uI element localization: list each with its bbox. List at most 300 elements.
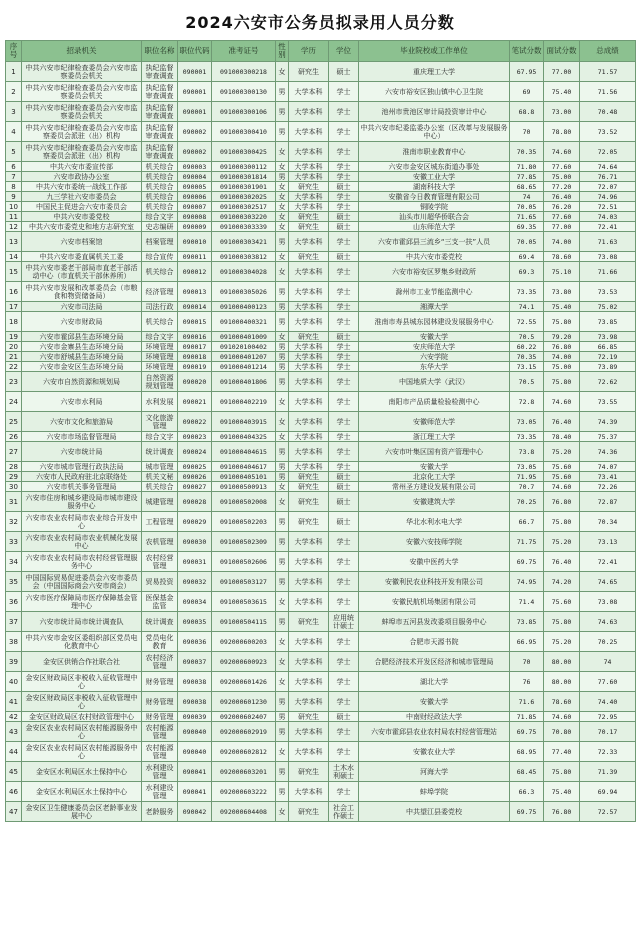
table-row — [6, 222, 636, 232]
cell-position: 执纪监督审查调查 — [142, 82, 178, 102]
cell-exam: 091000502606 — [212, 552, 276, 572]
cell-sex: 男 — [276, 472, 289, 482]
cell-degree: 学士 — [329, 262, 359, 282]
cell-unit: 六安市城市管理行政执法局 — [22, 462, 142, 472]
cell-unit: 金安区供销合作社联合社 — [22, 652, 142, 672]
cell-school: 安徽民航机场集团有限公司 — [359, 592, 510, 612]
cell-code: 090001 — [178, 82, 212, 102]
cell-position: 机关综合 — [142, 482, 178, 492]
cell-unit: 中共六安市委宣传部 — [22, 162, 142, 172]
cell-sex: 女 — [276, 432, 289, 442]
cell-edu: 大学本科 — [289, 742, 329, 762]
cell-exam: 092000603201 — [212, 762, 276, 782]
cell-interview: 75.20 — [544, 532, 580, 552]
cell-edu: 大学本科 — [289, 572, 329, 592]
cell-degree: 学士 — [329, 692, 359, 712]
cell-code: 090002 — [178, 142, 212, 162]
header-degree: 学位 — [329, 41, 359, 62]
cell-no: 22 — [6, 362, 22, 372]
cell-unit: 六安市农业农村局市农业机械化发展中心 — [22, 532, 142, 552]
cell-sex: 女 — [276, 142, 289, 162]
cell-no: 44 — [6, 742, 22, 762]
cell-written: 68.8 — [510, 102, 544, 122]
table-row — [6, 342, 636, 352]
cell-interview: 75.60 — [544, 472, 580, 482]
cell-written: 73.35 — [510, 432, 544, 442]
cell-written: 68.95 — [510, 742, 544, 762]
cell-code: 090034 — [178, 592, 212, 612]
cell-code: 090013 — [178, 282, 212, 302]
cell-written: 70.05 — [510, 202, 544, 212]
header-code: 职位代码 — [178, 41, 212, 62]
cell-total: 72.07 — [580, 182, 636, 192]
cell-degree: 硕士 — [329, 332, 359, 342]
cell-sex: 男 — [276, 462, 289, 472]
cell-exam: 091000303339 — [212, 222, 276, 232]
cell-unit: 六安市市场监督管理局 — [22, 432, 142, 442]
cell-school: 安徽大学 — [359, 462, 510, 472]
cell-written: 70.35 — [510, 352, 544, 362]
cell-unit: 金安区农业农村局区农村能源服务中心 — [22, 722, 142, 742]
cell-interview: 75.40 — [544, 82, 580, 102]
cell-written: 72.8 — [510, 392, 544, 412]
cell-no: 34 — [6, 552, 22, 572]
cell-no: 35 — [6, 572, 22, 592]
cell-written: 71.65 — [510, 212, 544, 222]
cell-written: 77.85 — [510, 172, 544, 182]
cell-exam: 091000502309 — [212, 532, 276, 552]
cell-school: 中南财经政法大学 — [359, 712, 510, 722]
cell-edu: 大学本科 — [289, 672, 329, 692]
cell-no: 12 — [6, 222, 22, 232]
cell-sex: 男 — [276, 172, 289, 182]
cell-degree: 学士 — [329, 722, 359, 742]
cell-interview: 73.00 — [544, 102, 580, 122]
cell-no: 14 — [6, 252, 22, 262]
table-row — [6, 312, 636, 332]
cell-code: 090032 — [178, 572, 212, 592]
cell-edu: 大学本科 — [289, 552, 329, 572]
cell-position: 统计调查 — [142, 612, 178, 632]
cell-unit: 金安区卫生健康委员会区老龄事业发展中心 — [22, 802, 142, 822]
cell-unit: 中共六安市金安区委组织部区党员电化教育中心 — [22, 632, 142, 652]
cell-interview: 76.40 — [544, 412, 580, 432]
cell-interview: 75.40 — [544, 782, 580, 802]
cell-position: 综合宣传 — [142, 252, 178, 262]
cell-exam: 091000401806 — [212, 372, 276, 392]
cell-edu: 研究生 — [289, 712, 329, 722]
cell-degree: 学士 — [329, 342, 359, 352]
cell-edu: 大学本科 — [289, 462, 329, 472]
cell-written: 73.05 — [510, 462, 544, 472]
cell-degree: 学士 — [329, 362, 359, 372]
cell-no: 27 — [6, 442, 22, 462]
cell-exam: 092000603222 — [212, 782, 276, 802]
cell-total: 77.60 — [580, 672, 636, 692]
cell-code: 090001 — [178, 102, 212, 122]
cell-total: 72.51 — [580, 202, 636, 212]
cell-interview: 80.00 — [544, 672, 580, 692]
table-row — [6, 652, 636, 672]
cell-edu: 研究生 — [289, 252, 329, 262]
cell-interview: 75.80 — [544, 372, 580, 392]
table-row — [6, 172, 636, 182]
cell-exam: 091000504115 — [212, 612, 276, 632]
cell-code: 090037 — [178, 652, 212, 672]
cell-exam: 091000302025 — [212, 192, 276, 202]
cell-no: 33 — [6, 532, 22, 552]
cell-position: 水利发展 — [142, 392, 178, 412]
cell-written: 69.3 — [510, 262, 544, 282]
cell-degree: 学士 — [329, 442, 359, 462]
cell-edu: 大学本科 — [289, 282, 329, 302]
cell-interview: 75.00 — [544, 172, 580, 182]
cell-written: 73.05 — [510, 412, 544, 432]
cell-total: 72.26 — [580, 482, 636, 492]
table-row — [6, 692, 636, 712]
table-row — [6, 232, 636, 252]
cell-interview: 77.60 — [544, 162, 580, 172]
cell-school: 安徽六安技师学院 — [359, 532, 510, 552]
cell-code: 090035 — [178, 612, 212, 632]
table-row — [6, 302, 636, 312]
cell-degree: 硕士 — [329, 62, 359, 82]
page-title: 2024六安市公务员拟录用人员分数 — [185, 13, 455, 32]
cell-total: 73.13 — [580, 532, 636, 552]
cell-interview: 77.60 — [544, 212, 580, 222]
cell-code: 090015 — [178, 312, 212, 332]
cell-school: 池州市贵池区审计局投资审计中心 — [359, 102, 510, 122]
cell-degree: 学士 — [329, 592, 359, 612]
cell-school: 安徽工业大学 — [359, 172, 510, 182]
cell-exam: 091000502008 — [212, 492, 276, 512]
cell-written: 71.6 — [510, 692, 544, 712]
cell-written: 72.55 — [510, 312, 544, 332]
cell-written: 70 — [510, 122, 544, 142]
cell-edu: 大学本科 — [289, 202, 329, 212]
cell-unit: 六安市文化和旅游局 — [22, 412, 142, 432]
cell-sex: 女 — [276, 192, 289, 202]
cell-degree: 社会工作硕士 — [329, 802, 359, 822]
cell-interview: 75.40 — [544, 302, 580, 312]
cell-no: 11 — [6, 212, 22, 222]
cell-position: 环境管理 — [142, 362, 178, 372]
cell-code: 090024 — [178, 442, 212, 462]
cell-edu: 研究生 — [289, 182, 329, 192]
table-row — [6, 182, 636, 192]
cell-school: 汕头市川超华侨联合会 — [359, 212, 510, 222]
cell-interview: 80.00 — [544, 652, 580, 672]
table-row — [6, 782, 636, 802]
cell-degree: 学士 — [329, 352, 359, 362]
cell-exam: 091000500913 — [212, 482, 276, 492]
cell-no: 5 — [6, 142, 22, 162]
cell-school: 六安市叶集区国有资产管理中心 — [359, 442, 510, 462]
cell-unit: 六安市档案馆 — [22, 232, 142, 252]
cell-unit: 六安市自然资源和规划局 — [22, 372, 142, 392]
cell-unit: 金安区水利局区水土保持中心 — [22, 762, 142, 782]
cell-position: 机关综合 — [142, 312, 178, 332]
cell-interview: 76.80 — [544, 492, 580, 512]
cell-sex: 男 — [276, 532, 289, 552]
cell-school: 安徽建筑大学 — [359, 492, 510, 512]
cell-school: 安徽中医药大学 — [359, 552, 510, 572]
cell-school: 六安学院 — [359, 352, 510, 362]
cell-position: 贸易投资 — [142, 572, 178, 592]
cell-degree: 学士 — [329, 572, 359, 592]
cell-sex: 男 — [276, 762, 289, 782]
table-row — [6, 82, 636, 102]
cell-edu: 大学本科 — [289, 262, 329, 282]
cell-total: 72.33 — [580, 742, 636, 762]
cell-position: 综合文字 — [142, 212, 178, 222]
cell-no: 16 — [6, 282, 22, 302]
cell-position: 城建管理 — [142, 492, 178, 512]
cell-position: 老龄服务 — [142, 802, 178, 822]
cell-no: 13 — [6, 232, 22, 252]
table-row — [6, 672, 636, 692]
table-row — [6, 282, 636, 302]
table-row — [6, 462, 636, 472]
cell-sex: 女 — [276, 802, 289, 822]
cell-total: 74.39 — [580, 412, 636, 432]
cell-school: 滁州市工业节能监测中心 — [359, 282, 510, 302]
cell-written: 70.5 — [510, 332, 544, 342]
cell-degree: 土木水利硕士 — [329, 762, 359, 782]
cell-no: 10 — [6, 202, 22, 212]
cell-interview: 76.40 — [544, 552, 580, 572]
table-row — [6, 262, 636, 282]
cell-total: 73.41 — [580, 472, 636, 482]
cell-exam: 091000300425 — [212, 142, 276, 162]
cell-edu: 大学本科 — [289, 632, 329, 652]
table-row — [6, 202, 636, 212]
cell-degree: 硕士 — [329, 492, 359, 512]
cell-interview: 70.80 — [544, 722, 580, 742]
cell-exam: 092000601426 — [212, 672, 276, 692]
cell-edu: 大学本科 — [289, 162, 329, 172]
cell-code: 090023 — [178, 432, 212, 442]
cell-edu: 大学本科 — [289, 362, 329, 372]
cell-sex: 女 — [276, 592, 289, 612]
cell-total: 72.19 — [580, 352, 636, 362]
cell-unit: 金安区财政局区农村财政管理中心 — [22, 712, 142, 722]
cell-exam: 091000502203 — [212, 512, 276, 532]
cell-written: 68.45 — [510, 762, 544, 782]
cell-no: 43 — [6, 722, 22, 742]
cell-total: 75.37 — [580, 432, 636, 442]
table-row — [6, 552, 636, 572]
cell-sex: 男 — [276, 712, 289, 722]
cell-code: 090025 — [178, 462, 212, 472]
cell-school: 重庆理工大学 — [359, 62, 510, 82]
cell-degree: 学士 — [329, 282, 359, 302]
cell-written: 67.95 — [510, 62, 544, 82]
cell-unit: 六安市统计局市统计调查队 — [22, 612, 142, 632]
cell-code: 090014 — [178, 302, 212, 312]
cell-code: 090012 — [178, 262, 212, 282]
table-body — [6, 62, 636, 822]
cell-written: 69 — [510, 82, 544, 102]
cell-position: 机关综合 — [142, 182, 178, 192]
cell-sex: 女 — [276, 672, 289, 692]
cell-school: 中国地质大学（武汉） — [359, 372, 510, 392]
cell-total: 74 — [580, 652, 636, 672]
cell-position: 机关综合 — [142, 202, 178, 212]
cell-school: 淮南市寿县城东园林建设发展服务中心 — [359, 312, 510, 332]
cell-interview: 79.20 — [544, 332, 580, 342]
cell-exam: 091000404615 — [212, 442, 276, 462]
table-row — [6, 572, 636, 592]
cell-interview: 75.00 — [544, 362, 580, 372]
cell-degree: 硕士 — [329, 252, 359, 262]
cell-interview: 75.10 — [544, 262, 580, 282]
cell-total: 74.07 — [580, 462, 636, 472]
cell-written: 69.4 — [510, 252, 544, 262]
cell-interview: 75.60 — [544, 462, 580, 472]
cell-total: 70.48 — [580, 102, 636, 122]
cell-school: 六安市霍邱县三流乡“三支一扶”人员 — [359, 232, 510, 252]
cell-degree: 学士 — [329, 122, 359, 142]
cell-school: 华北水利水电大学 — [359, 512, 510, 532]
cell-school: 湖南科技大学 — [359, 182, 510, 192]
cell-school: 六安市金安区城东街道办事处 — [359, 162, 510, 172]
cell-unit: 中共六安市委统一战线工作部 — [22, 182, 142, 192]
cell-code: 090040 — [178, 722, 212, 742]
cell-school: 安徽师范大学 — [359, 412, 510, 432]
cell-code: 090026 — [178, 472, 212, 482]
cell-sex: 男 — [276, 372, 289, 392]
cell-unit: 九三学社六安市委员会 — [22, 192, 142, 202]
cell-unit: 中共六安市委直属机关工委 — [22, 252, 142, 262]
cell-edu: 大学本科 — [289, 722, 329, 742]
cell-no: 42 — [6, 712, 22, 722]
cell-total: 74.40 — [580, 692, 636, 712]
cell-degree: 学士 — [329, 202, 359, 212]
cell-edu: 研究生 — [289, 482, 329, 492]
cell-written: 73.85 — [510, 612, 544, 632]
cell-no: 7 — [6, 172, 22, 182]
table-row — [6, 62, 636, 82]
cell-code: 090022 — [178, 412, 212, 432]
cell-edu: 大学本科 — [289, 372, 329, 392]
cell-no: 39 — [6, 652, 22, 672]
cell-position: 经济管理 — [142, 282, 178, 302]
cell-sex: 男 — [276, 232, 289, 252]
cell-position: 农村经营管理 — [142, 552, 178, 572]
cell-school: 山东师范大学 — [359, 222, 510, 232]
cell-code: 090038 — [178, 692, 212, 712]
cell-unit: 中共六安市委老干部局市直老干部活动中心（市直机关干部休养所） — [22, 262, 142, 282]
cell-degree: 学士 — [329, 312, 359, 332]
cell-total: 74.65 — [580, 572, 636, 592]
cell-total: 66.85 — [580, 342, 636, 352]
cell-school: 中共望江县委党校 — [359, 802, 510, 822]
cell-school: 合肥经济技术开发区经济和城市管理局 — [359, 652, 510, 672]
cell-exam: 091000300410 — [212, 122, 276, 142]
cell-sex: 男 — [276, 512, 289, 532]
cell-school: 安徽大学 — [359, 692, 510, 712]
cell-exam: 091000301814 — [212, 172, 276, 182]
cell-code: 090001 — [178, 62, 212, 82]
cell-exam: 091000302517 — [212, 202, 276, 212]
table-row — [6, 372, 636, 392]
cell-sex: 男 — [276, 312, 289, 332]
cell-written: 70.25 — [510, 492, 544, 512]
cell-degree: 硕士 — [329, 222, 359, 232]
cell-degree: 硕士 — [329, 212, 359, 222]
cell-total: 72.95 — [580, 712, 636, 722]
cell-edu: 研究生 — [289, 212, 329, 222]
cell-position: 医保基金监管 — [142, 592, 178, 612]
cell-exam: 091000304028 — [212, 262, 276, 282]
cell-interview: 75.80 — [544, 612, 580, 632]
cell-position: 执纪监督审查调查 — [142, 102, 178, 122]
cell-edu: 研究生 — [289, 762, 329, 782]
cell-unit: 金安区农业农村局区农村能源服务中心 — [22, 742, 142, 762]
cell-total: 74.36 — [580, 442, 636, 462]
cell-unit: 六安市机关事务管理局 — [22, 482, 142, 492]
cell-degree: 学士 — [329, 162, 359, 172]
cell-code: 090038 — [178, 672, 212, 692]
cell-total: 71.63 — [580, 232, 636, 252]
cell-interview: 78.40 — [544, 432, 580, 442]
cell-sex: 男 — [276, 352, 289, 362]
cell-written: 74.1 — [510, 302, 544, 312]
cell-sex: 男 — [276, 302, 289, 312]
cell-exam: 091000300130 — [212, 82, 276, 102]
cell-interview: 74.00 — [544, 232, 580, 252]
cell-code: 090020 — [178, 372, 212, 392]
cell-school: 合肥市天源书院 — [359, 632, 510, 652]
cell-edu: 研究生 — [289, 62, 329, 82]
cell-school: 蚌埠市五河县发改委项目服务中心 — [359, 612, 510, 632]
cell-sex: 男 — [276, 782, 289, 802]
cell-edu: 研究生 — [289, 612, 329, 632]
cell-no: 32 — [6, 512, 22, 532]
cell-sex: 男 — [276, 82, 289, 102]
cell-degree: 学士 — [329, 432, 359, 442]
cell-degree: 学士 — [329, 172, 359, 182]
cell-exam: 091000404325 — [212, 432, 276, 442]
cell-code: 090007 — [178, 202, 212, 212]
cell-unit: 六安市司法局 — [22, 302, 142, 312]
cell-sex: 男 — [276, 722, 289, 742]
cell-position: 执纪监督审查调查 — [142, 122, 178, 142]
cell-degree: 硕士 — [329, 482, 359, 492]
cell-total: 72.62 — [580, 372, 636, 392]
cell-exam: 091000404617 — [212, 462, 276, 472]
cell-edu: 大学本科 — [289, 172, 329, 182]
header-total: 总成绩 — [580, 41, 636, 62]
cell-code: 090042 — [178, 802, 212, 822]
cell-school: 六安市裕安区独山镇中心卫生院 — [359, 82, 510, 102]
cell-code: 090006 — [178, 192, 212, 202]
cell-total: 74.64 — [580, 162, 636, 172]
cell-exam: 092000601230 — [212, 692, 276, 712]
cell-code: 090017 — [178, 342, 212, 352]
cell-degree: 学士 — [329, 372, 359, 392]
cell-interview: 74.00 — [544, 352, 580, 362]
cell-code: 090010 — [178, 232, 212, 252]
table-row — [6, 362, 636, 372]
table-row — [6, 102, 636, 122]
cell-total: 71.57 — [580, 62, 636, 82]
table-row — [6, 472, 636, 482]
cell-degree: 硕士 — [329, 512, 359, 532]
cell-code: 090027 — [178, 482, 212, 492]
cell-no: 9 — [6, 192, 22, 202]
